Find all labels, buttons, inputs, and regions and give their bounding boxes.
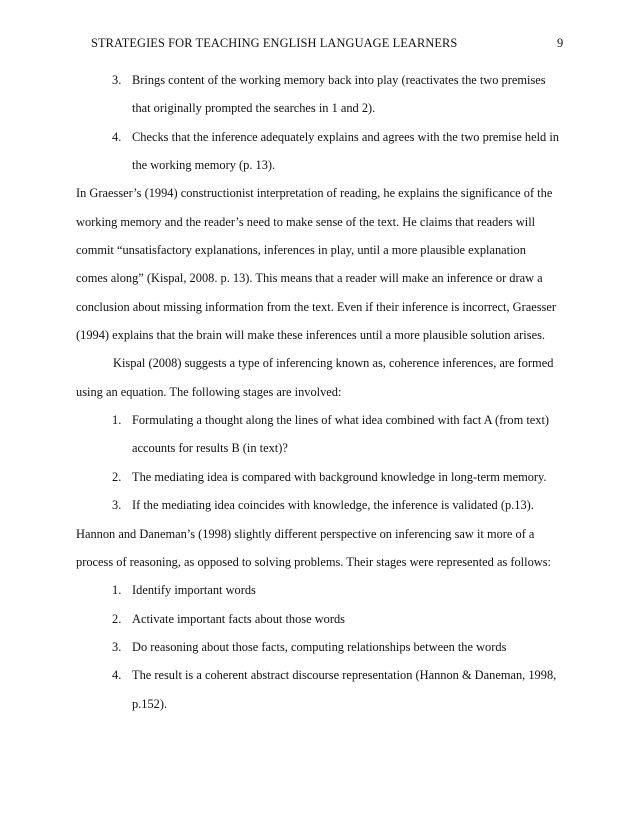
list-item-number: 4. <box>112 668 122 682</box>
list-item-line: Brings content of the working memory back into play (reactivates the two premises <box>132 73 546 87</box>
paragraph-line: Hannon and Daneman’s (1998) slightly different perspective on inferencing saw it more of a <box>76 527 535 541</box>
list-item-line: Do reasoning about those facts, computing relationships between the words <box>132 640 507 654</box>
paragraph-line: Kispal (2008) suggests a type of inferencing known as, coherence inferences, are formed <box>113 356 554 370</box>
paragraph-line: (1994) explains that the brain will make these inferences until a more plausible solution arises. <box>76 328 545 342</box>
list-item-line: The result is a coherent abstract discourse representation (Hannon & Daneman, 1998, <box>132 668 557 682</box>
list-item-line: The mediating idea is compared with background knowledge in long-term memory. <box>132 470 547 484</box>
list-item-line: Identify important words <box>132 583 256 597</box>
paragraph-line: commit “unsatisfactory explanations, inferences in play, until a more plausible explanation <box>76 243 526 257</box>
list-item-number: 3. <box>112 640 122 654</box>
list-item-number: 1. <box>112 413 122 427</box>
list-item-number: 4. <box>112 130 122 144</box>
paragraph-line: comes along” (Kispal, 2008. p. 13). This means that a reader will make an inference or draw a <box>76 271 543 285</box>
list-item-line: If the mediating idea coincides with knowledge, the inference is validated (p.13). <box>132 498 534 512</box>
list-item-line: p.152). <box>132 697 168 711</box>
list-item-number: 1. <box>112 583 122 597</box>
paragraph-line: conclusion about missing information from the text. Even if their inference is incorrect, Graesser <box>76 300 556 314</box>
running-head: STRATEGIES FOR TEACHING ENGLISH LANGUAGE LEARNERS <box>91 36 458 50</box>
list-item-number: 2. <box>112 470 122 484</box>
list-item-number: 3. <box>112 498 122 512</box>
paragraph-line: working memory and the reader’s need to make sense of the text. He claims that readers will <box>76 215 536 229</box>
list-item-number: 2. <box>112 612 122 626</box>
page-number: 9 <box>557 36 564 50</box>
list-item-line: the working memory (p. 13). <box>132 158 276 172</box>
paragraph-line: using an equation. The following stages are involved: <box>76 385 342 399</box>
list-item-line: accounts for results B (in text)? <box>132 441 288 455</box>
paragraph-line: In Graesser’s (1994) constructionist interpretation of reading, he explains the significance of the <box>76 186 553 200</box>
list-item-line: that originally prompted the searches in 1 and 2). <box>132 101 376 115</box>
list-item-line: Formulating a thought along the lines of what idea combined with fact A (from text) <box>132 413 550 427</box>
paragraph-line: process of reasoning, as opposed to solving problems. Their stages were represented as follows: <box>76 555 551 569</box>
list-item-number: 3. <box>112 73 122 87</box>
list-item-line: Activate important facts about those words <box>132 612 345 626</box>
list-item-line: Checks that the inference adequately explains and agrees with the two premise held in <box>132 130 559 144</box>
